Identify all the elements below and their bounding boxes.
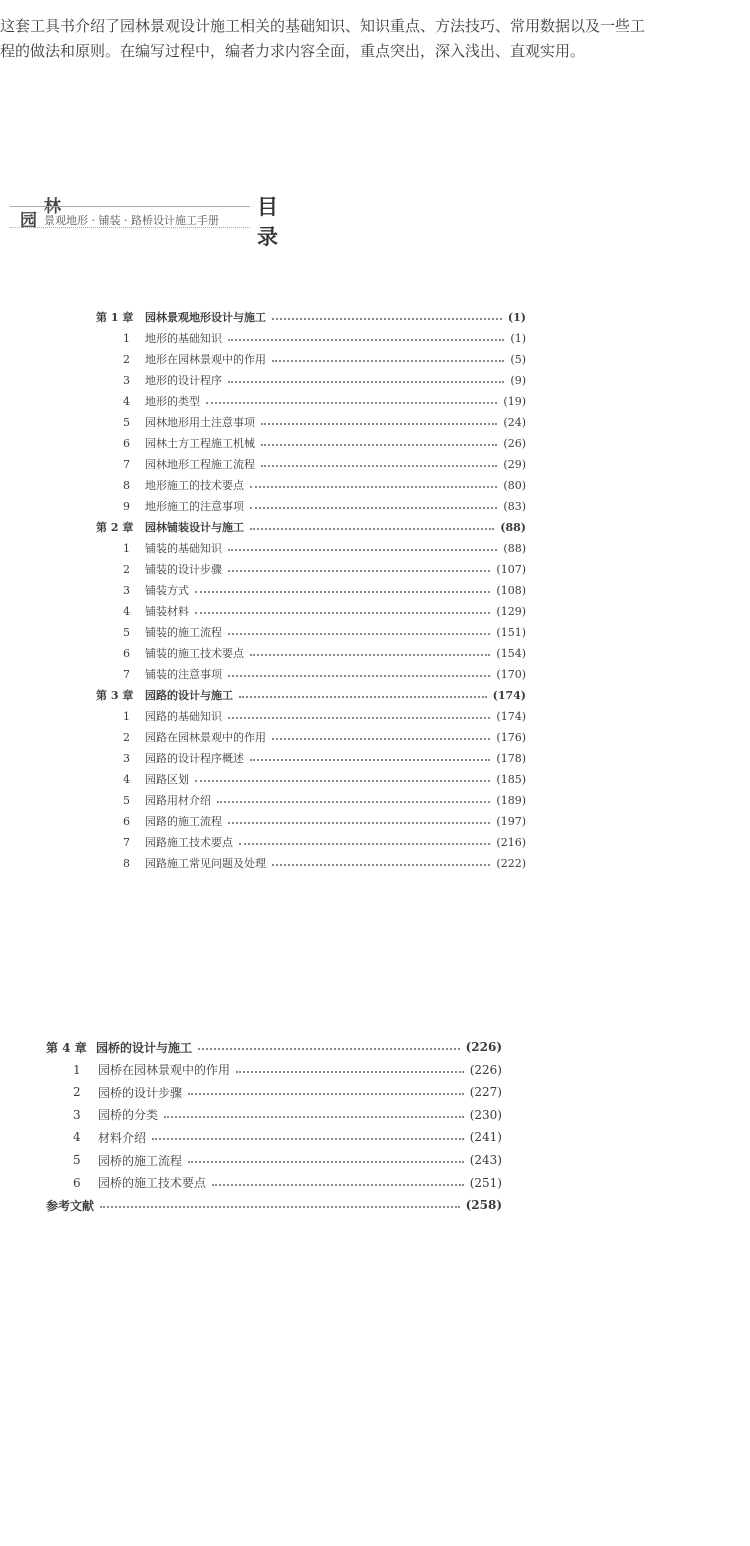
toc-entry-title: 地形的设计程序	[145, 374, 222, 387]
toc-section-entry[interactable]	[123, 455, 526, 473]
toc-dot-leader	[272, 318, 502, 320]
toc-dot-leader	[228, 822, 490, 824]
toc-entry-number: 第 3 章	[96, 689, 134, 702]
toc-entry-title: 园路在园林景观中的作用	[145, 731, 266, 744]
toc-entry-title: 园林土方工程施工机械	[145, 437, 255, 450]
toc-dot-leader	[188, 1093, 464, 1095]
toc-chapter-entry[interactable]	[96, 686, 526, 704]
toc-entry-page: (176)	[496, 730, 526, 744]
toc-dot-leader	[152, 1138, 464, 1140]
toc-entry-number: 1	[73, 1062, 81, 1077]
toc-section-entry[interactable]	[123, 392, 526, 410]
toc-entry-page: (19)	[503, 394, 526, 408]
toc-section-entry[interactable]	[73, 1106, 502, 1124]
toc-entry-number: 8	[123, 478, 130, 492]
toc-entry-page: (26)	[503, 436, 526, 450]
toc-entry-page: (189)	[496, 793, 526, 807]
toc-section-entry[interactable]	[73, 1128, 502, 1146]
series-logo-char-left: 园	[20, 211, 37, 231]
toc-dot-leader	[239, 696, 487, 698]
toc-dot-leader	[228, 633, 490, 635]
toc-entry-title: 园桥的分类	[98, 1108, 159, 1123]
toc-entry-title: 园桥的施工流程	[98, 1153, 183, 1168]
toc-entry-title: 铺装的施工技术要点	[145, 647, 244, 660]
toc-entry-title: 园桥的施工技术要点	[98, 1176, 207, 1191]
toc-entry-page: (243)	[469, 1153, 502, 1167]
toc-entry-number: 2	[123, 730, 130, 744]
toc-dot-leader	[228, 339, 504, 341]
toc-entry-page: (170)	[496, 667, 526, 681]
toc-section-entry[interactable]	[123, 854, 526, 872]
toc-entry-title: 铺装材料	[145, 605, 189, 618]
toc-entry-page: (24)	[503, 415, 526, 429]
toc-dot-leader	[228, 549, 497, 551]
toc-entry-number: 3	[73, 1107, 81, 1122]
toc-section-entry[interactable]	[123, 644, 526, 662]
toc-entry-page: (29)	[503, 457, 526, 471]
toc-dot-leader	[250, 654, 490, 656]
toc-entry-number: 4	[123, 604, 130, 618]
toc-entry-number: 7	[123, 667, 130, 681]
toc-dot-leader	[261, 444, 497, 446]
toc-entry-page: (258)	[465, 1198, 502, 1213]
toc-dot-leader	[188, 1161, 464, 1163]
toc-entry-title: 铺装方式	[145, 584, 189, 597]
toc-entry-page: (230)	[469, 1107, 502, 1122]
toc-dot-leader	[164, 1116, 464, 1118]
toc-entry-title: 园桥在园林景观中的作用	[98, 1063, 231, 1078]
toc-entry-title: 园路用材介绍	[145, 794, 211, 807]
toc-entry-number: 6	[123, 814, 130, 828]
toc-entry-page: (107)	[496, 562, 526, 576]
toc-entry-number: 4	[123, 772, 130, 786]
toc-section-entry[interactable]	[123, 665, 526, 683]
toc-section-entry[interactable]	[73, 1151, 502, 1169]
toc-entry-number: 6	[73, 1175, 81, 1190]
toc-entry-title: 园路的设计程序概述	[145, 752, 244, 765]
toc-entry-number: 1	[123, 709, 130, 723]
toc-entry-number: 9	[123, 499, 130, 513]
toc-entry-title: 材料介绍	[98, 1130, 147, 1145]
toc-entry-number: 1	[123, 541, 130, 555]
toc-entry-number: 2	[73, 1085, 81, 1100]
toc-entry-page: (129)	[496, 604, 526, 618]
book-subtitle: 景观地形 · 铺装 · 路桥设计施工手册	[44, 214, 219, 227]
toc-entry-page: (9)	[510, 373, 526, 387]
toc-entry-page: (185)	[496, 772, 526, 786]
toc-entry-number: 5	[123, 415, 130, 429]
toc-section-entry[interactable]	[123, 371, 526, 389]
toc-dot-leader	[272, 738, 490, 740]
toc-entry-number: 第 4 章	[46, 1040, 87, 1055]
toc-entry-page: (216)	[496, 835, 526, 849]
toc-section-entry[interactable]	[123, 749, 526, 767]
toc-entry-page: (154)	[496, 646, 526, 660]
toc-entry-title: 园路区划	[145, 773, 189, 786]
toc-dot-leader	[217, 801, 490, 803]
toc-section-entry[interactable]	[73, 1083, 502, 1101]
toc-entry-page: (80)	[503, 478, 526, 492]
toc-entry-title: 园路的设计与施工	[145, 689, 233, 702]
toc-section-entry[interactable]	[123, 812, 526, 830]
toc-section-entry[interactable]	[123, 329, 526, 347]
toc-entry-page: (88)	[500, 520, 526, 534]
toc-entry-title: 铺装的设计步骤	[145, 563, 222, 576]
toc-dot-leader	[250, 507, 497, 509]
toc-entry-page: (251)	[469, 1175, 502, 1190]
toc-entry-number: 5	[123, 625, 130, 639]
toc-entry-title: 铺装的基础知识	[145, 542, 222, 555]
toc-section-entry[interactable]	[123, 413, 526, 431]
toc-dot-leader	[272, 864, 490, 866]
toc-dot-leader	[228, 675, 490, 677]
toc-dot-leader	[198, 1048, 460, 1050]
toc-entry-title: 园林地形用土注意事项	[145, 416, 255, 429]
toc-entry-number: 5	[123, 793, 130, 807]
toc-entry-number: 1	[123, 331, 130, 345]
toc-entry-title: 园路施工技术要点	[145, 836, 233, 849]
toc-entry-page: (226)	[465, 1040, 502, 1054]
toc-section-entry[interactable]	[123, 707, 526, 725]
toc-entry-title: 园路的基础知识	[145, 710, 222, 723]
toc-entry-page: (174)	[492, 688, 526, 702]
toc-entry-page: (83)	[503, 499, 526, 513]
toc-entry-number: 3	[123, 583, 130, 597]
toc-section-entry[interactable]	[73, 1174, 502, 1192]
toc-dot-leader	[228, 381, 504, 383]
toc-dot-leader	[272, 360, 504, 362]
series-logo-char-top: 林	[44, 197, 61, 217]
toc-section-entry[interactable]	[123, 791, 526, 809]
toc-dot-leader	[250, 486, 497, 488]
toc-entry-title: 园林地形工程施工流程	[145, 458, 255, 471]
toc-dot-leader	[195, 780, 490, 782]
toc-entry-page: (226)	[469, 1062, 502, 1077]
toc-section-entry[interactable]	[123, 476, 526, 494]
toc-chapter-entry[interactable]	[46, 1038, 502, 1056]
toc-entry-title: 园路施工常见问题及处理	[145, 857, 266, 870]
toc-entry-title: 参考文献	[46, 1198, 95, 1213]
toc-dot-leader	[250, 759, 490, 761]
toc-entry-number: 2	[123, 562, 130, 576]
toc-section-entry[interactable]	[123, 560, 526, 578]
toc-entry-page: (174)	[496, 709, 526, 723]
toc-entry-title: 园林铺装设计与施工	[145, 521, 244, 534]
toc-entry-title: 地形施工的技术要点	[145, 479, 244, 492]
toc-entry-page: (88)	[503, 541, 526, 555]
toc-entry-title: 园桥的设计与施工	[96, 1040, 193, 1055]
toc-section-entry[interactable]	[123, 350, 526, 368]
toc-dot-leader	[261, 465, 497, 467]
toc-section-entry[interactable]	[123, 623, 526, 641]
toc-dot-leader	[228, 570, 490, 572]
toc-dot-leader	[100, 1206, 460, 1208]
toc-entry-number: 7	[123, 457, 130, 471]
toc-section-entry[interactable]	[123, 581, 526, 599]
toc-dot-leader	[195, 612, 490, 614]
toc-entry-number: 5	[73, 1153, 81, 1167]
book-header	[8, 192, 308, 272]
toc-section-entry[interactable]	[123, 497, 526, 515]
toc-entry-page: (108)	[496, 583, 526, 597]
toc-dot-leader	[206, 402, 497, 404]
toc-dot-leader	[195, 591, 490, 593]
toc-dot-leader	[236, 1071, 464, 1073]
toc-section-entry[interactable]	[123, 434, 526, 452]
toc-entry-number: 4	[73, 1130, 81, 1145]
toc-entry-title: 铺装的施工流程	[145, 626, 222, 639]
toc-section-entry[interactable]	[123, 770, 526, 788]
toc-entry-page: (241)	[469, 1130, 502, 1145]
toc-section-entry[interactable]	[123, 833, 526, 851]
toc-entry-number: 8	[123, 856, 130, 870]
toc-section-entry[interactable]	[73, 1061, 502, 1079]
toc-entry-number: 6	[123, 646, 130, 660]
toc-entry-page: (1)	[510, 331, 526, 345]
toc-entry-title: 地形施工的注意事项	[145, 500, 244, 513]
toc-section-entry[interactable]	[123, 539, 526, 557]
toc-entry-page: (178)	[496, 751, 526, 765]
toc-section-entry[interactable]	[123, 728, 526, 746]
toc-entry-number: 4	[123, 394, 130, 408]
toc-heading: 目 录	[257, 194, 278, 249]
toc-entry-page: (222)	[496, 856, 526, 870]
toc-entry-page: (5)	[510, 352, 526, 366]
toc-entry-title: 地形在园林景观中的作用	[145, 353, 266, 366]
toc-entry-number: 7	[123, 835, 130, 849]
toc-chapter-entry[interactable]	[46, 1196, 502, 1214]
toc-chapter-entry[interactable]	[96, 518, 526, 536]
toc-entry-title: 地形的类型	[145, 395, 200, 408]
intro-paragraph: 这套工具书介绍了园林景观设计施工相关的基础知识、知识重点、方法技巧、常用数据以及一些工 程的做法和原则。在编写过程中，编者力求内容全面，重点突出，深入浅出、直观实用。	[0, 17, 646, 60]
toc-entry-page: (151)	[496, 625, 526, 639]
toc-dot-leader	[239, 843, 490, 845]
toc-entry-page: (1)	[507, 310, 526, 324]
toc-entry-title: 地形的基础知识	[145, 332, 222, 345]
toc-chapter-entry[interactable]	[96, 308, 526, 326]
toc-entry-number: 3	[123, 373, 130, 387]
toc-entry-title: 园林景观地形设计与施工	[145, 311, 266, 324]
toc-entry-number: 第 2 章	[96, 521, 134, 534]
toc-section-entry[interactable]	[123, 602, 526, 620]
toc-dot-leader	[261, 423, 497, 425]
toc-entry-number: 3	[123, 751, 130, 765]
toc-entry-number: 2	[123, 352, 130, 366]
toc-entry-number: 第 1 章	[96, 311, 134, 324]
toc-entry-number: 6	[123, 436, 130, 450]
toc-dot-leader	[212, 1184, 464, 1186]
toc-entry-page: (197)	[496, 814, 526, 828]
toc-dot-leader	[228, 717, 490, 719]
toc-entry-title: 铺装的注意事项	[145, 668, 222, 681]
toc-entry-title: 园桥的设计步骤	[98, 1085, 183, 1100]
toc-entry-title: 园路的施工流程	[145, 815, 222, 828]
toc-entry-page: (227)	[469, 1085, 502, 1100]
toc-dot-leader	[250, 528, 494, 530]
